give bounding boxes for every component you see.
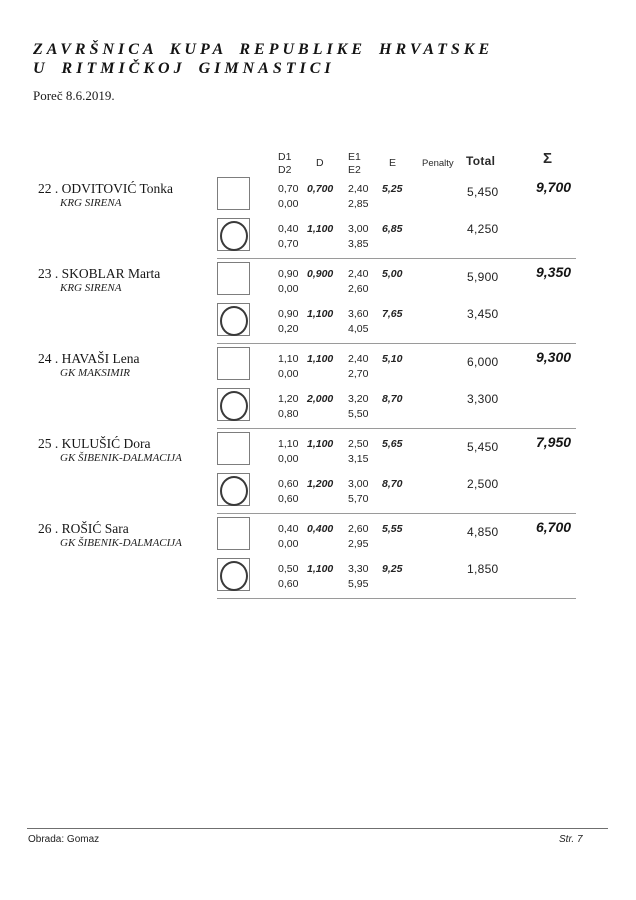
score-d: 0,700 xyxy=(307,183,334,195)
score-e1: 2,60 xyxy=(348,523,369,535)
competitor-sum: 6,700 xyxy=(536,519,572,535)
competitor-club: GK ŠIBENIK-DALMACIJA xyxy=(60,537,182,549)
routine-total: 5,900 xyxy=(467,270,499,284)
score-e: 5,55 xyxy=(382,523,403,535)
circle-glyph xyxy=(220,221,248,251)
score-e1: 2,50 xyxy=(348,438,369,450)
score-e: 5,10 xyxy=(382,353,403,365)
competitor-block xyxy=(0,262,636,347)
competitor-rank-name: 23 . SKOBLAR Marta xyxy=(38,266,161,281)
apparatus-freehand-icon xyxy=(217,177,250,210)
col-header-e1: E1 xyxy=(348,151,361,163)
col-header-d: D xyxy=(316,157,324,169)
routine-total: 5,450 xyxy=(467,185,499,199)
routine-total: 6,000 xyxy=(467,355,499,369)
score-d1: 0,90 xyxy=(278,308,299,320)
scores-grid xyxy=(217,177,576,259)
col-header-e: E xyxy=(389,157,397,169)
circle-glyph xyxy=(220,476,248,506)
routine-total: 3,300 xyxy=(467,392,499,406)
competitor-club: GK ŠIBENIK-DALMACIJA xyxy=(60,452,182,464)
score-d1: 1,10 xyxy=(278,353,299,365)
apparatus-hoop-icon xyxy=(217,218,250,251)
competitor-sum: 9,300 xyxy=(536,349,572,365)
scores-grid xyxy=(217,517,576,599)
document-title-line2: U RITMIČKOJ GIMNASTICI xyxy=(33,60,335,77)
competitor-block xyxy=(0,517,636,602)
score-e: 8,70 xyxy=(382,393,403,405)
routine-total: 5,450 xyxy=(467,440,499,454)
document-title xyxy=(33,40,493,78)
apparatus-hoop-icon xyxy=(217,388,250,421)
score-d1: 0,50 xyxy=(278,563,299,575)
score-e2: 4,05 xyxy=(348,323,369,335)
score-d1: 0,90 xyxy=(278,268,299,280)
footer-divider xyxy=(27,828,608,829)
score-d: 1,100 xyxy=(307,563,334,575)
competitor-block xyxy=(0,177,636,262)
score-e2: 2,95 xyxy=(348,538,369,550)
score-e1: 2,40 xyxy=(348,183,369,195)
competitor-sum: 9,700 xyxy=(536,179,572,195)
score-d1: 1,20 xyxy=(278,393,299,405)
score-e1: 3,60 xyxy=(348,308,369,320)
score-e2: 2,60 xyxy=(348,283,369,295)
score-e: 9,25 xyxy=(382,563,403,575)
score-d1: 0,60 xyxy=(278,478,299,490)
score-d2: 0,00 xyxy=(278,198,299,210)
score-e: 5,00 xyxy=(382,268,403,280)
score-d2: 0,00 xyxy=(278,368,299,380)
competitor-rank-name: 24 . HAVAŠI Lena xyxy=(38,351,140,366)
score-d: 0,900 xyxy=(307,268,334,280)
score-d2: 0,70 xyxy=(278,238,299,250)
apparatus-hoop-icon xyxy=(217,303,250,336)
score-e2: 3,85 xyxy=(348,238,369,250)
competitor-block xyxy=(0,347,636,432)
competitor-sum: 7,950 xyxy=(536,434,572,450)
circle-glyph xyxy=(220,561,248,591)
apparatus-freehand-icon xyxy=(217,517,250,550)
score-e: 6,85 xyxy=(382,223,403,235)
col-header-penalty: Penalty xyxy=(422,158,454,169)
score-d2: 0,60 xyxy=(278,493,299,505)
score-e: 7,65 xyxy=(382,308,403,320)
footer-processed-by: Obrada: Gomaz xyxy=(28,834,100,845)
score-d2: 0,20 xyxy=(278,323,299,335)
routine-total: 1,850 xyxy=(467,562,499,576)
score-d2: 0,00 xyxy=(278,453,299,465)
score-d: 1,100 xyxy=(307,438,334,450)
col-header-total: Total xyxy=(466,154,496,168)
scores-grid xyxy=(217,262,576,344)
score-d: 1,100 xyxy=(307,223,334,235)
routine-total: 4,850 xyxy=(467,525,499,539)
document-title-line1: ZAVRŠNICA KUPA REPUBLIKE HRVATSKE xyxy=(33,41,494,58)
event-date: Poreč 8.6.2019. xyxy=(33,88,115,103)
apparatus-freehand-icon xyxy=(217,262,250,295)
score-e2: 5,50 xyxy=(348,408,369,420)
score-d: 2,000 xyxy=(307,393,334,405)
score-e1: 3,30 xyxy=(348,563,369,575)
competitor-rank-name: 26 . ROŠIĆ Sara xyxy=(38,521,129,536)
score-e1: 2,40 xyxy=(348,268,369,280)
score-e1: 2,40 xyxy=(348,353,369,365)
routine-total: 3,450 xyxy=(467,307,499,321)
score-d: 1,200 xyxy=(307,478,334,490)
score-e1: 3,20 xyxy=(348,393,369,405)
competitor-rank-name: 25 . KULUŠIĆ Dora xyxy=(38,436,151,451)
score-e: 5,25 xyxy=(382,183,403,195)
scores-grid xyxy=(217,347,576,429)
score-d2: 0,00 xyxy=(278,283,299,295)
score-e2: 5,70 xyxy=(348,493,369,505)
score-d: 0,400 xyxy=(307,523,334,535)
competitor-rank-name: 22 . ODVITOVIĆ Tonka xyxy=(38,181,174,196)
scores-grid xyxy=(217,432,576,514)
competitor-club: KRG SIRENA xyxy=(60,282,122,294)
footer-page-number: Str. 7 xyxy=(559,834,583,845)
score-d1: 1,10 xyxy=(278,438,299,450)
col-header-e2: E2 xyxy=(348,164,361,176)
col-header-d2: D2 xyxy=(278,164,292,176)
col-header-d1: D1 xyxy=(278,151,292,163)
score-d1: 0,40 xyxy=(278,223,299,235)
score-e: 5,65 xyxy=(382,438,403,450)
score-d2: 0,80 xyxy=(278,408,299,420)
circle-glyph xyxy=(220,306,248,336)
col-header-sigma: Σ xyxy=(543,150,553,167)
score-d2: 0,00 xyxy=(278,538,299,550)
circle-glyph xyxy=(220,391,248,421)
routine-total: 2,500 xyxy=(467,477,499,491)
apparatus-hoop-icon xyxy=(217,473,250,506)
competitor-sum: 9,350 xyxy=(536,264,572,280)
score-e1: 3,00 xyxy=(348,478,369,490)
score-e: 8,70 xyxy=(382,478,403,490)
score-d2: 0,60 xyxy=(278,578,299,590)
competitor-club: KRG SIRENA xyxy=(60,197,122,209)
score-d: 1,100 xyxy=(307,353,334,365)
score-d: 1,100 xyxy=(307,308,334,320)
score-d1: 0,70 xyxy=(278,183,299,195)
competitor-club: GK MAKSIMIR xyxy=(60,367,130,379)
score-e2: 2,85 xyxy=(348,198,369,210)
score-e2: 3,15 xyxy=(348,453,369,465)
routine-total: 4,250 xyxy=(467,222,499,236)
competitor-block xyxy=(0,432,636,517)
score-e1: 3,00 xyxy=(348,223,369,235)
score-d1: 0,40 xyxy=(278,523,299,535)
apparatus-hoop-icon xyxy=(217,558,250,591)
score-e2: 5,95 xyxy=(348,578,369,590)
score-e2: 2,70 xyxy=(348,368,369,380)
apparatus-freehand-icon xyxy=(217,347,250,380)
apparatus-freehand-icon xyxy=(217,432,250,465)
